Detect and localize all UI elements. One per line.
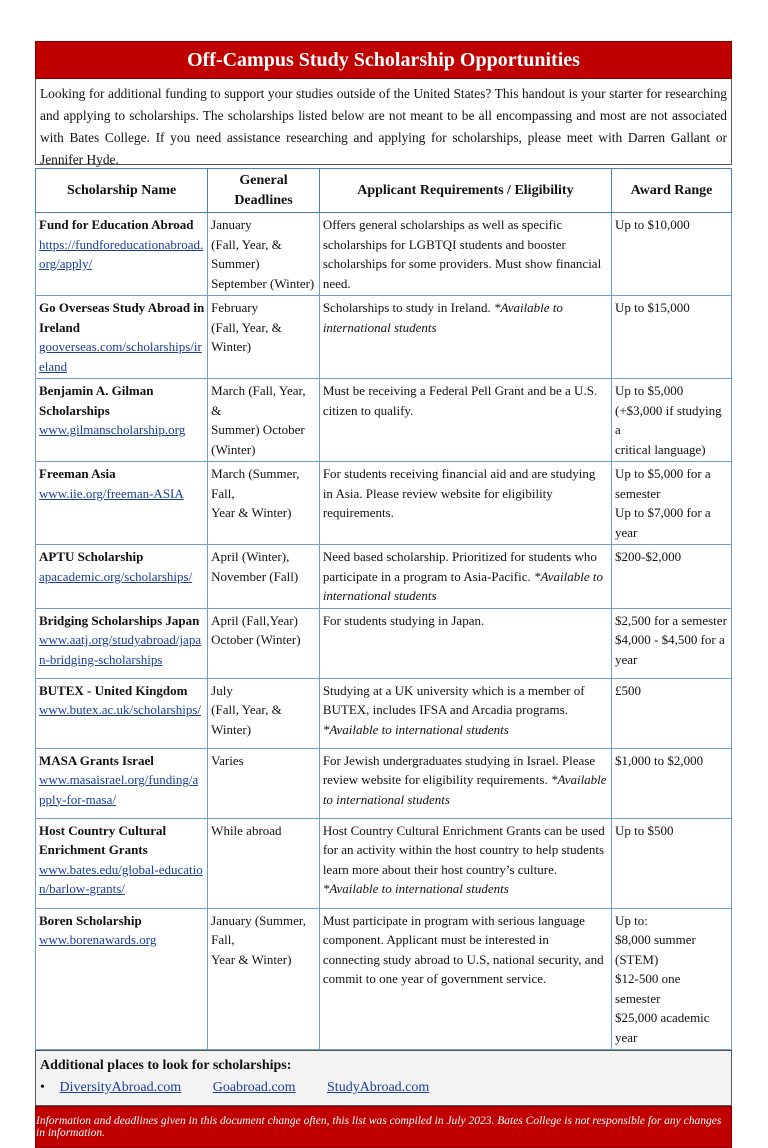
scholarship-name-cell bbox=[36, 545, 208, 609]
award-line: $1,000 to $2,000 bbox=[614, 752, 704, 768]
requirements-text: Host Country Cultural Enrichment Grants can be used for an activity within the host country to help students learn more about their host country’s culture. bbox=[322, 822, 605, 877]
international-note: *Available to international students bbox=[322, 772, 607, 807]
table-row bbox=[36, 818, 732, 908]
scholarship-link[interactable]: www.butex.ac.uk/scholarships/ bbox=[39, 702, 201, 717]
requirements-text: Studying at a UK university which is a member of BUTEX, includes IFSA and Arcadia programs. bbox=[322, 682, 585, 717]
award-line: $25,000 academic year bbox=[614, 1010, 710, 1045]
requirements-cell bbox=[319, 608, 611, 678]
deadline-line: While abroad bbox=[211, 822, 282, 838]
deadline-cell bbox=[208, 462, 320, 545]
scholarship-link[interactable]: www.masaisrael.org/funding/apply-for-masa/ bbox=[39, 772, 199, 807]
footer-text: Information and deadlines given in this document change often, this list was compiled in July 2023. Bates College is not responsible for any changes in information. bbox=[36, 1115, 722, 1139]
award-line: critical language) bbox=[614, 441, 706, 457]
award-cell bbox=[611, 608, 731, 678]
award-line: $12-500 one semester bbox=[614, 971, 681, 1006]
scholarship-name-cell bbox=[36, 678, 208, 748]
requirements-text: For students receiving financial aid and are studying in Asia. Please review website for eligibility requirements. bbox=[322, 466, 596, 520]
deadline-line: July bbox=[211, 682, 233, 698]
requirements-text: Must be receiving a Federal Pell Grant and be a U.S. citizen to qualify. bbox=[322, 383, 598, 418]
award-line: $8,000 summer (STEM) bbox=[614, 932, 696, 967]
scholarship-name: Boren Scholarship bbox=[39, 912, 142, 928]
scholarship-link[interactable]: https://fundforeducationabroad.org/apply/ bbox=[39, 236, 204, 271]
scholarship-name: BUTEX - United Kingdom bbox=[39, 682, 188, 698]
scholarship-name-cell bbox=[36, 608, 208, 678]
award-cell bbox=[611, 545, 731, 609]
deadline-line: March (Summer, Fall, bbox=[211, 466, 300, 501]
scholarship-link[interactable]: www.borenawards.org bbox=[39, 932, 157, 947]
scholarship-name: Freeman Asia bbox=[39, 466, 116, 481]
scholarship-name: Fund for Education Abroad bbox=[39, 217, 194, 232]
scholarship-name-cell bbox=[36, 462, 208, 545]
deadline-line: March (Fall, Year, & bbox=[211, 383, 306, 418]
award-line: $4,000 - $4,500 for a year bbox=[614, 632, 725, 667]
award-cell bbox=[611, 296, 731, 379]
award-line: Up to: bbox=[614, 912, 648, 928]
header-award-range: Award Range bbox=[611, 169, 731, 213]
table-row bbox=[36, 908, 732, 1050]
award-cell bbox=[611, 379, 731, 462]
table-row bbox=[36, 213, 732, 296]
international-note: *Available to international students bbox=[322, 300, 563, 335]
scholarship-link[interactable]: www.gilmanscholarship.org bbox=[39, 422, 186, 437]
award-line: Up to $15,000 bbox=[614, 300, 690, 315]
requirements-text: Must participate in program with serious language component. Applicant must be interested in connecting study abroad to U.S, national security, and commit to one year of government service. bbox=[322, 912, 604, 986]
deadline-cell bbox=[208, 545, 320, 609]
scholarship-name-cell bbox=[36, 296, 208, 379]
international-note: *Available to international students bbox=[322, 881, 509, 896]
requirements-cell bbox=[319, 678, 611, 748]
scholarship-link[interactable]: apacademic.org/scholarships/ bbox=[39, 568, 193, 584]
award-cell bbox=[611, 678, 731, 748]
scholarship-name-cell bbox=[36, 213, 208, 296]
deadline-line: Varies bbox=[211, 752, 244, 768]
deadline-cell bbox=[208, 608, 320, 678]
award-line: (+$3,000 if studying a bbox=[614, 402, 722, 437]
scholarship-name: Benjamin A. Gilman Scholarships bbox=[39, 383, 154, 418]
requirements-text: For students studying in Japan. bbox=[322, 612, 485, 628]
deadline-cell bbox=[208, 908, 320, 1050]
award-cell bbox=[611, 462, 731, 545]
scholarship-name: APTU Scholarship bbox=[39, 549, 144, 564]
scholarship-name-cell bbox=[36, 908, 208, 1050]
link-goabroad[interactable]: Goabroad.com bbox=[212, 1080, 296, 1095]
table-row bbox=[36, 296, 732, 379]
table-row bbox=[36, 608, 732, 678]
title-text: Off-Campus Study Scholarship Opportunities bbox=[187, 48, 580, 71]
requirements-cell bbox=[319, 818, 611, 908]
requirements-cell bbox=[319, 296, 611, 379]
award-line: $2,500 for a semester bbox=[614, 612, 727, 628]
intro-paragraph: Looking for additional funding to support your studies outside of the United States? This handout is your starter for researching and applying to scholarships. The scholarships listed below are not meant to be all encompassing and most are not associated with Bates College. If you need assistance researching and applying for scholarships, please meet with Darren Gallant or Jennifer Hyde. bbox=[35, 79, 732, 165]
scholarship-name-cell bbox=[36, 379, 208, 462]
additional-places bbox=[35, 1050, 732, 1106]
award-line: £500 bbox=[614, 682, 641, 698]
award-cell bbox=[611, 213, 731, 296]
requirements-cell bbox=[319, 379, 611, 462]
deadline-line: November (Fall) bbox=[211, 568, 299, 584]
deadline-line: (Winter) bbox=[211, 441, 256, 457]
scholarship-name: Go Overseas Study Abroad in Ireland bbox=[39, 300, 205, 335]
requirements-cell bbox=[319, 908, 611, 1050]
requirements-cell bbox=[319, 748, 611, 818]
table-row bbox=[36, 748, 732, 818]
handout bbox=[35, 41, 732, 1148]
table-row bbox=[36, 678, 732, 748]
scholarship-name: MASA Grants Israel bbox=[39, 752, 154, 768]
award-line: Up to $7,000 for a year bbox=[614, 505, 711, 540]
table-row bbox=[36, 462, 732, 545]
deadline-cell bbox=[208, 748, 320, 818]
scholarship-name-cell bbox=[36, 748, 208, 818]
international-note: *Available to international students bbox=[322, 568, 603, 603]
award-line: Up to $5,000 for a semester bbox=[614, 466, 711, 501]
deadline-line: February bbox=[211, 300, 259, 315]
scholarship-link[interactable]: www.aatj.org/studyabroad/japan-bridging-scholarships bbox=[39, 632, 202, 667]
table-row bbox=[36, 545, 732, 609]
scholarship-name: Bridging Scholarships Japan bbox=[39, 612, 200, 628]
deadline-line: April (Winter), bbox=[211, 549, 290, 564]
scholarship-name-cell bbox=[36, 818, 208, 908]
deadline-cell bbox=[208, 818, 320, 908]
header-scholarship-name: Scholarship Name bbox=[36, 169, 208, 213]
deadline-line: Year & Winter) bbox=[211, 951, 292, 967]
requirements-text: Scholarships to study in Ireland. bbox=[322, 300, 491, 315]
page-title bbox=[35, 41, 732, 79]
requirements-cell bbox=[319, 462, 611, 545]
requirements-text: For Jewish undergraduates studying in Israel. Please review website for eligibility requirements. bbox=[322, 752, 596, 787]
scholarship-link[interactable]: gooverseas.com/scholarships/ireland bbox=[39, 339, 202, 374]
deadline-line: Year & Winter) bbox=[211, 505, 292, 520]
deadline-line: April (Fall,Year) bbox=[211, 612, 298, 628]
international-note: *Available to international students bbox=[322, 721, 509, 737]
requirements-cell bbox=[319, 213, 611, 296]
header-general-deadlines: General Deadlines bbox=[208, 169, 320, 213]
award-cell bbox=[611, 908, 731, 1050]
table-header-row bbox=[36, 169, 732, 213]
deadline-cell bbox=[208, 379, 320, 462]
deadline-cell bbox=[208, 296, 320, 379]
link-studyabroad[interactable]: StudyAbroad.com bbox=[327, 1080, 430, 1095]
deadline-line: (Fall, Year, & Winter) bbox=[211, 702, 282, 737]
requirements-text: Offers general scholarships as well as specific scholarships for LGBTQI students and booster scholarships for some providers. Must show financial need. bbox=[322, 217, 602, 291]
award-line: Up to $500 bbox=[614, 822, 674, 838]
award-cell bbox=[611, 818, 731, 908]
award-cell bbox=[611, 748, 731, 818]
scholarship-link[interactable]: www.iie.org/freeman-ASIA bbox=[39, 485, 184, 501]
deadline-line: Summer) October bbox=[211, 422, 305, 437]
award-line: Up to $5,000 bbox=[614, 383, 684, 398]
header-requirements: Applicant Requirements / Eligibility bbox=[319, 169, 611, 213]
additional-heading: Additional places to look for scholarships: bbox=[40, 1058, 292, 1073]
footer-disclaimer bbox=[35, 1106, 732, 1148]
deadline-cell bbox=[208, 678, 320, 748]
award-line: $200-$2,000 bbox=[614, 549, 682, 564]
deadline-line: (Fall, Year, & Winter) bbox=[211, 319, 282, 354]
table-row bbox=[36, 379, 732, 462]
scholarship-link[interactable]: www.bates.edu/global-education/barlow-grants/ bbox=[39, 861, 203, 896]
scholarship-table bbox=[35, 168, 732, 1050]
requirements-text: Need based scholarship. Prioritized for students who participate in a program to Asia-Pacific. bbox=[322, 549, 597, 584]
award-line: Up to $10,000 bbox=[614, 217, 690, 232]
scholarship-name: Host Country Cultural Enrichment Grants bbox=[39, 822, 167, 857]
bullet-icon: • bbox=[40, 1080, 45, 1095]
link-diversityabroad[interactable]: DiversityAbroad.com bbox=[59, 1080, 182, 1095]
deadline-line: January bbox=[211, 217, 252, 232]
deadline-line: (Fall, Year, & Summer) bbox=[211, 236, 282, 271]
deadline-line: October (Winter) bbox=[211, 632, 301, 647]
requirements-cell bbox=[319, 545, 611, 609]
deadline-line: January (Summer, Fall, bbox=[211, 912, 306, 947]
additional-links bbox=[40, 1077, 727, 1099]
deadline-line: September (Winter) bbox=[211, 275, 315, 291]
deadline-cell bbox=[208, 213, 320, 296]
